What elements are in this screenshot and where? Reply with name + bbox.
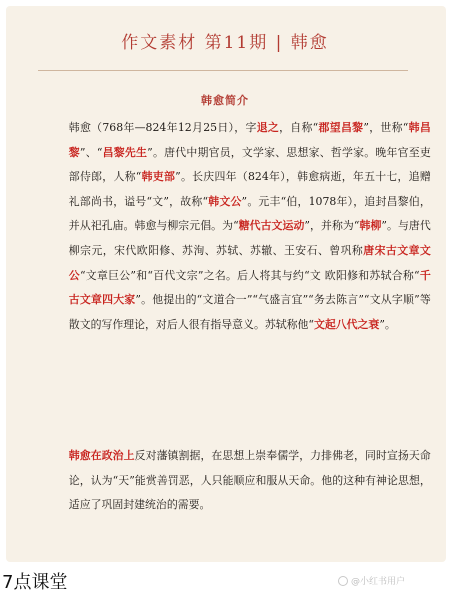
politics-paragraph — [47, 444, 431, 518]
intro-text: ”。与唐代柳宗元，宋代欧阳修、苏洵、苏轼、苏辙、王安石、曾巩称 — [68, 219, 431, 257]
intro-text: ，自称“ — [279, 121, 319, 134]
highlight-popular-name-2: 昌黎先生 — [102, 145, 148, 159]
intro-text: ”。他提出的“文道合一”“气盛言宜”“务去陈言”“文从字顺”等散文的写作理论，对后人很有指导意义。苏轼称他“ — [68, 293, 431, 331]
highlight-eight-masters: 唐宋古文章文公 — [68, 243, 431, 282]
caption-text: 7点课堂 — [2, 572, 68, 593]
politics-text: 反对藩镇割据，在思想上崇奉儒学，力排佛老，同时宣扬天命论，认为“天”能赏善罚恶，人只能顺应和服从天命。他的这种有神论思想，适应了巩固封建统治的需要。 — [68, 449, 431, 512]
highlight-movement: 糖代古文运动 — [238, 219, 305, 233]
page-title: 作文素材 第11期 | 韩愈 — [121, 33, 329, 53]
watermark-logo-icon — [338, 576, 348, 586]
intro-paragraph — [47, 116, 431, 337]
watermark — [338, 574, 405, 587]
title-divider — [38, 70, 408, 71]
highlight-pair-name: 韩柳 — [359, 219, 382, 233]
intro-text: ”。长庆四年（824年），韩愈病逝，年五十七，追赠礼部尚书，谥号“文”，故称“ — [68, 170, 431, 208]
intro-text: ”。 — [379, 317, 396, 331]
highlight-four-masters: 千古文章四大家 — [68, 268, 431, 307]
intro-text: ”，世称“ — [363, 121, 409, 134]
intro-text: ”。唐代中期官员，文学家、思想家、哲学家。晚年官至吏部侍郎，人称“ — [68, 145, 431, 184]
highlight-praise: 文起八代之衰 — [313, 317, 380, 331]
intro-text: ”。元丰“伯，1078年），追封昌黎伯，并从祀孔庙。韩愈与柳宗元倡。为“ — [68, 194, 431, 233]
section-title: 韩愈简介 — [201, 94, 249, 107]
highlight-popular-name: 韩昌黎 — [68, 121, 431, 159]
highlight-official-title: 韩吏部 — [141, 170, 176, 184]
highlight-self-title: 郡望昌黎 — [318, 121, 364, 134]
intro-text: ”，并称为“ — [304, 219, 360, 233]
intro-text: 韩愈（768年—824年12月25日），字 — [68, 121, 257, 134]
highlight-politics: 韩愈在政治上 — [68, 449, 135, 462]
highlight-posthumous-title: 韩文公 — [208, 194, 242, 208]
intro-text: “文章巨公”和“百代文宗”之名。后人将其与约“文 欧阳修和苏轼合称“ — [79, 268, 420, 282]
watermark-text: @小红书用户 — [351, 577, 406, 587]
intro-text: ”、“ — [79, 145, 103, 159]
highlight-courtesy-name: 退之 — [256, 121, 280, 134]
